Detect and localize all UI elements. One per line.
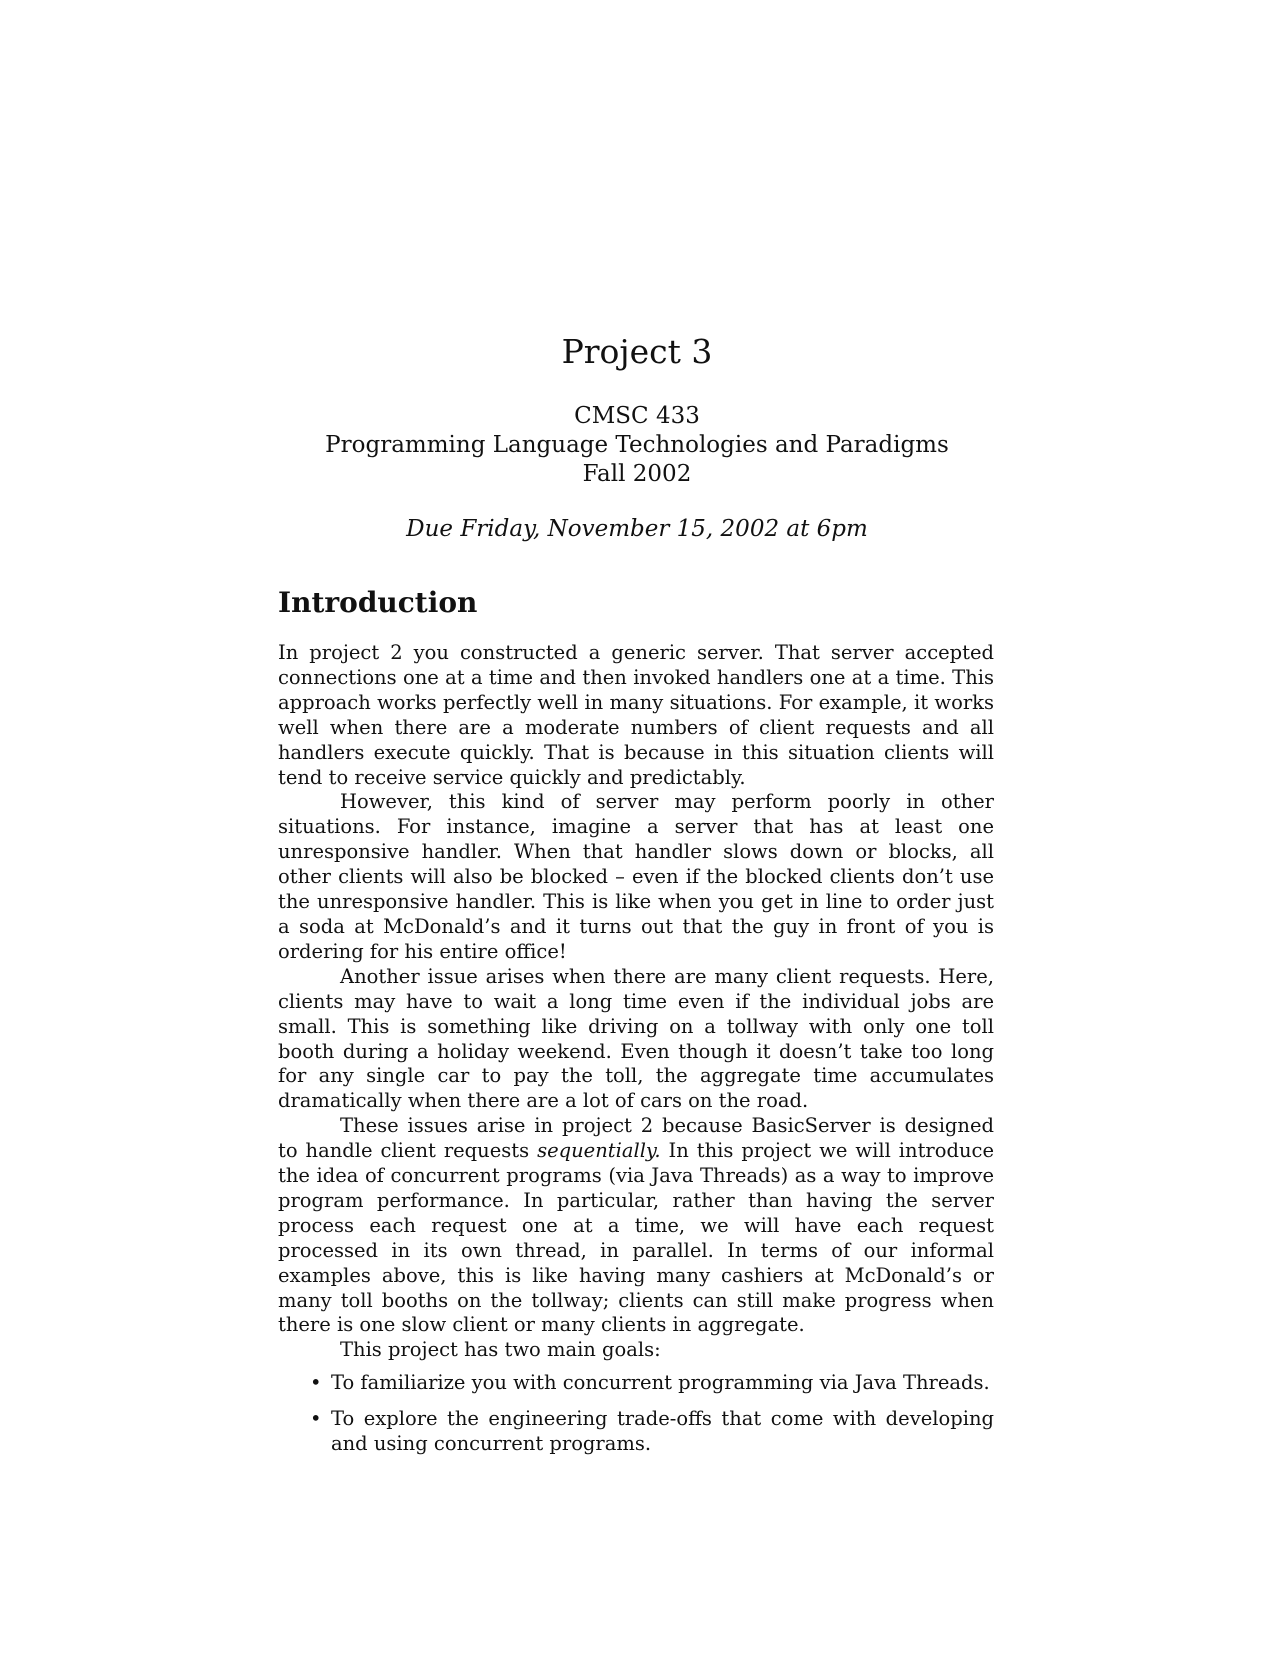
bullet-icon: • bbox=[310, 1407, 322, 1431]
list-item-text: To explore the engineering trade-offs that come with developing and using concurrent programs. bbox=[331, 1407, 994, 1456]
section-body bbox=[278, 641, 994, 1468]
emphasized-word: sequentially. bbox=[537, 1139, 661, 1163]
paragraph-text: In this project we will introduce the idea of concurrent programs (via Java Threads) as a way to improve program performance. In particular, rather than having the server process each request one at a time, we will have each request processed in its own thread, in parallel. In terms of our informal examples above, this is like having many cashiers at McDonald’s or many toll booths on the tollway; clients can still make progress when there is one slow client or many clients in aggregate. bbox=[278, 1139, 994, 1337]
course-name: Programming Language Technologies and Paradigms bbox=[325, 432, 949, 458]
paragraph: However, this kind of server may perform poorly in other situations. For instance, imagine a server that has at least one unresponsive handler. When that handler slows down or blocks, all other clients will also be blocked – even if the blocked clients don’t use the unresponsive handler. This is like when you get in line to order just a soda at McDonald’s and it turns out that the guy in front of you is ordering for his entire office! bbox=[278, 790, 994, 963]
paragraph-text: These issues arise in project 2 because BasicServer is designed to handle client requests bbox=[278, 1114, 994, 1163]
paragraph: Another issue arises when there are many client requests. Here, clients may have to wait a long time even if the individual jobs are small. This is something like driving on a tollway with only one toll booth during a holiday weekend. Even though it doesn’t take too long for any single car to pay the toll, the aggregate time accumulates dramatically when there are a lot of cars on the road. bbox=[278, 964, 994, 1113]
paragraph bbox=[278, 1114, 994, 1338]
page-title: Project 3 bbox=[561, 332, 713, 371]
list-item bbox=[278, 1371, 994, 1396]
goals-list bbox=[278, 1371, 994, 1457]
due-date: Due Friday, November 15, 2002 at 6pm bbox=[406, 516, 868, 542]
bullet-icon: • bbox=[310, 1371, 322, 1395]
course-code: CMSC 433 bbox=[574, 403, 700, 429]
course-term: Fall 2002 bbox=[582, 461, 692, 487]
list-item bbox=[278, 1407, 994, 1457]
paragraph: In project 2 you constructed a generic server. That server accepted connections one at a time and then invoked handlers one at a time. This approach works perfectly well in many situations. For example, it works well when there are a moderate numbers of client requests and all handlers execute quickly. That is because in this situation clients will tend to receive service quickly and predictably. bbox=[278, 641, 994, 789]
list-item-text: To familiarize you with concurrent programming via Java Threads. bbox=[331, 1371, 990, 1395]
goals-intro: This project has two main goals: bbox=[340, 1338, 661, 1362]
section-heading: Introduction bbox=[278, 586, 478, 619]
course-info bbox=[0, 402, 1274, 489]
